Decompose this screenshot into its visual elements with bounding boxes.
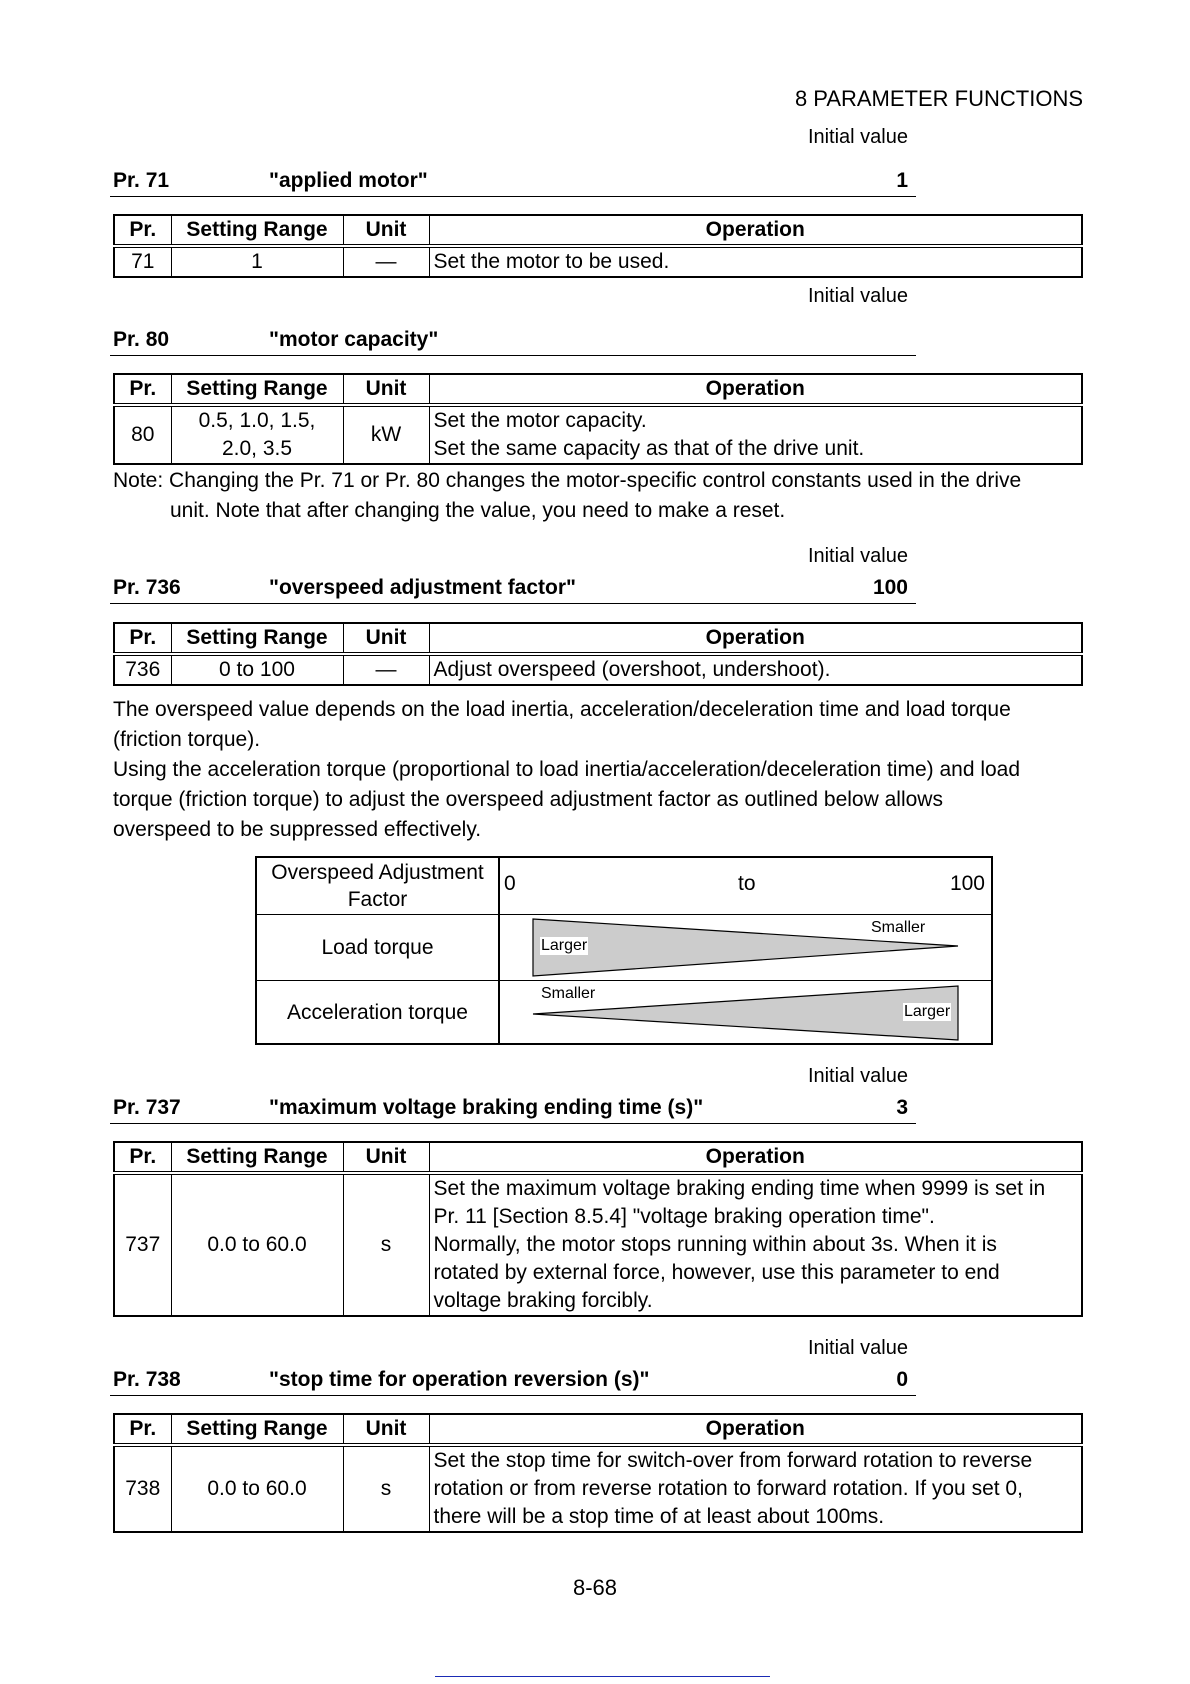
diagram-scale-row [257,858,991,915]
operation-line: rotation or from reverse rotation to forward rotation. If you set 0, [433,1477,1023,1500]
cell-setting-range: 1 [171,246,343,277]
table-header-row [114,1414,1082,1445]
header-pr: Pr. [114,374,171,405]
header-unit: Unit [343,374,429,405]
header-setting-range: Setting Range [171,1414,343,1445]
wedge-right-label: Larger [904,1003,951,1020]
cell-pr: 738 [114,1445,171,1532]
cell-unit: — [343,246,429,277]
operation-line: Set the maximum voltage braking ending time when 9999 is set in [433,1177,1046,1200]
param-number: Pr. 737 [113,1096,181,1119]
param-number: Pr. 80 [113,328,170,351]
scale-min: 0 [504,872,516,895]
header-operation: Operation [429,215,1082,246]
header-pr: Pr. [114,623,171,654]
param-initial-value: 0 [896,1368,908,1391]
note-line: Note: Changing the Pr. 71 or Pr. 80 changes the motor-specific control constants used in the drive [113,469,1022,492]
param-name: "motor capacity" [269,328,439,351]
table-header-row [114,623,1082,654]
description-line: The overspeed value depends on the load inertia, acceleration/deceleration time and load torque [113,698,1011,721]
header-setting-range: Setting Range [171,374,343,405]
overspeed-factor-diagram [255,856,993,1045]
param-title-736 [110,573,916,604]
param-table-80 [113,373,1083,465]
note-text [113,466,1093,526]
operation-line: there will be a stop time of at least about 100ms. [433,1505,885,1528]
factor-label-line: Overspeed Adjustment [271,861,484,884]
cell-setting-range: 0.0 to 60.0 [171,1445,343,1532]
description-line: Using the acceleration torque (proportional to load inertia/acceleration/deceleration time) and load [113,758,1021,781]
chapter-header: 8 PARAMETER FUNCTIONS [794,86,1083,111]
wedge-cell [498,915,991,980]
wedge-left-label: Smaller [541,985,596,1002]
param-number: Pr. 736 [113,576,181,599]
row-label: Load torque [257,915,500,980]
cell-setting-range [171,405,343,464]
initial-value-label: Initial value [807,1337,908,1359]
table-row [114,405,1082,464]
header-unit: Unit [343,215,429,246]
description-line: (friction torque). [113,728,261,751]
param-initial-value: 1 [896,169,908,192]
header-unit: Unit [343,1142,429,1173]
operation-line: Pr. 11 [Section 8.5.4] "voltage braking operation time". [433,1205,935,1228]
initial-value-label: Initial value [807,285,908,307]
param-title-71 [110,166,916,197]
param-table-738 [113,1413,1083,1533]
cell-unit: s [343,1445,429,1532]
cell-unit: s [343,1173,429,1316]
operation-line: voltage braking forcibly. [433,1289,653,1312]
row-label: Acceleration torque [257,981,500,1043]
param-number: Pr. 738 [113,1368,181,1391]
param-name: "applied motor" [269,169,428,192]
param-initial-value: 100 [872,576,908,599]
cell-pr: 80 [114,405,171,464]
header-unit: Unit [343,1414,429,1445]
cell-unit: — [343,654,429,685]
cell-unit: kW [343,405,429,464]
param-table-71 [113,214,1083,278]
param-initial-value: 3 [896,1096,908,1119]
cell-operation: Adjust overspeed (overshoot, undershoot). [429,654,1082,685]
operation-line: Set the motor capacity. [433,409,647,432]
setting-range-line: 0.5, 1.0, 1.5, [198,409,316,432]
header-operation: Operation [429,1142,1082,1173]
param-title-80 [110,325,916,356]
cell-pr: 737 [114,1173,171,1316]
note-line: unit. Note that after changing the value, you need to make a reset. [170,499,786,522]
table-header-row [114,374,1082,405]
param-name: "maximum voltage braking ending time (s)" [269,1096,704,1119]
operation-line: Set the same capacity as that of the drive unit. [433,437,865,460]
table-row [114,1173,1082,1316]
param-number: Pr. 71 [113,169,170,192]
description-line: torque (friction torque) to adjust the overspeed adjustment factor as outlined below allows [113,788,943,811]
scale-cell [498,858,991,914]
param-table-736 [113,622,1083,686]
description-line: overspeed to be suppressed effectively. [113,818,482,841]
table-row [114,1445,1082,1532]
header-setting-range: Setting Range [171,1142,343,1173]
header-operation: Operation [429,623,1082,654]
setting-range-line: 2.0, 3.5 [221,437,293,460]
factor-label-line: Factor [347,888,408,911]
operation-line: rotated by external force, however, use this parameter to end [433,1261,1000,1284]
param-title-738 [110,1365,916,1396]
table-row [114,246,1082,277]
cell-pr: 736 [114,654,171,685]
header-setting-range: Setting Range [171,623,343,654]
initial-value-label: Initial value [807,545,908,567]
wedge-left-label: Larger [541,937,588,954]
header-pr: Pr. [114,1414,171,1445]
header-pr: Pr. [114,1142,171,1173]
param-table-737 [113,1141,1083,1317]
description-paragraph [113,695,1093,845]
footer-link-line[interactable] [435,1676,770,1677]
cell-setting-range: 0.0 to 60.0 [171,1173,343,1316]
header-setting-range: Setting Range [171,215,343,246]
header-operation: Operation [429,1414,1082,1445]
wedge-right-label: Smaller [871,919,926,936]
header-operation: Operation [429,374,1082,405]
factor-label [257,858,500,914]
cell-operation: Set the motor to be used. [429,246,1082,277]
page-number: 8-68 [572,1575,618,1600]
scale-max: 100 [949,872,985,895]
table-header-row [114,1142,1082,1173]
param-name: "stop time for operation reversion (s)" [269,1368,650,1391]
operation-line: Set the stop time for switch-over from forward rotation to reverse [433,1449,1033,1472]
param-name: "overspeed adjustment factor" [269,576,576,599]
operation-line: Normally, the motor stops running within about 3s. When it is [433,1233,997,1256]
cell-operation [429,1173,1082,1316]
cell-operation [429,1445,1082,1532]
table-header-row [114,215,1082,246]
header-unit: Unit [343,623,429,654]
initial-value-label: Initial value [807,1065,908,1087]
cell-operation [429,405,1082,464]
initial-value-label: Initial value [807,126,908,148]
param-title-737 [110,1093,916,1124]
diagram-row-acceleration-torque [257,981,991,1043]
table-row [114,654,1082,685]
cell-setting-range: 0 to 100 [171,654,343,685]
scale-to: to [738,872,756,895]
header-pr: Pr. [114,215,171,246]
diagram-row-load-torque [257,915,991,981]
wedge-cell [498,981,991,1043]
cell-pr: 71 [114,246,171,277]
